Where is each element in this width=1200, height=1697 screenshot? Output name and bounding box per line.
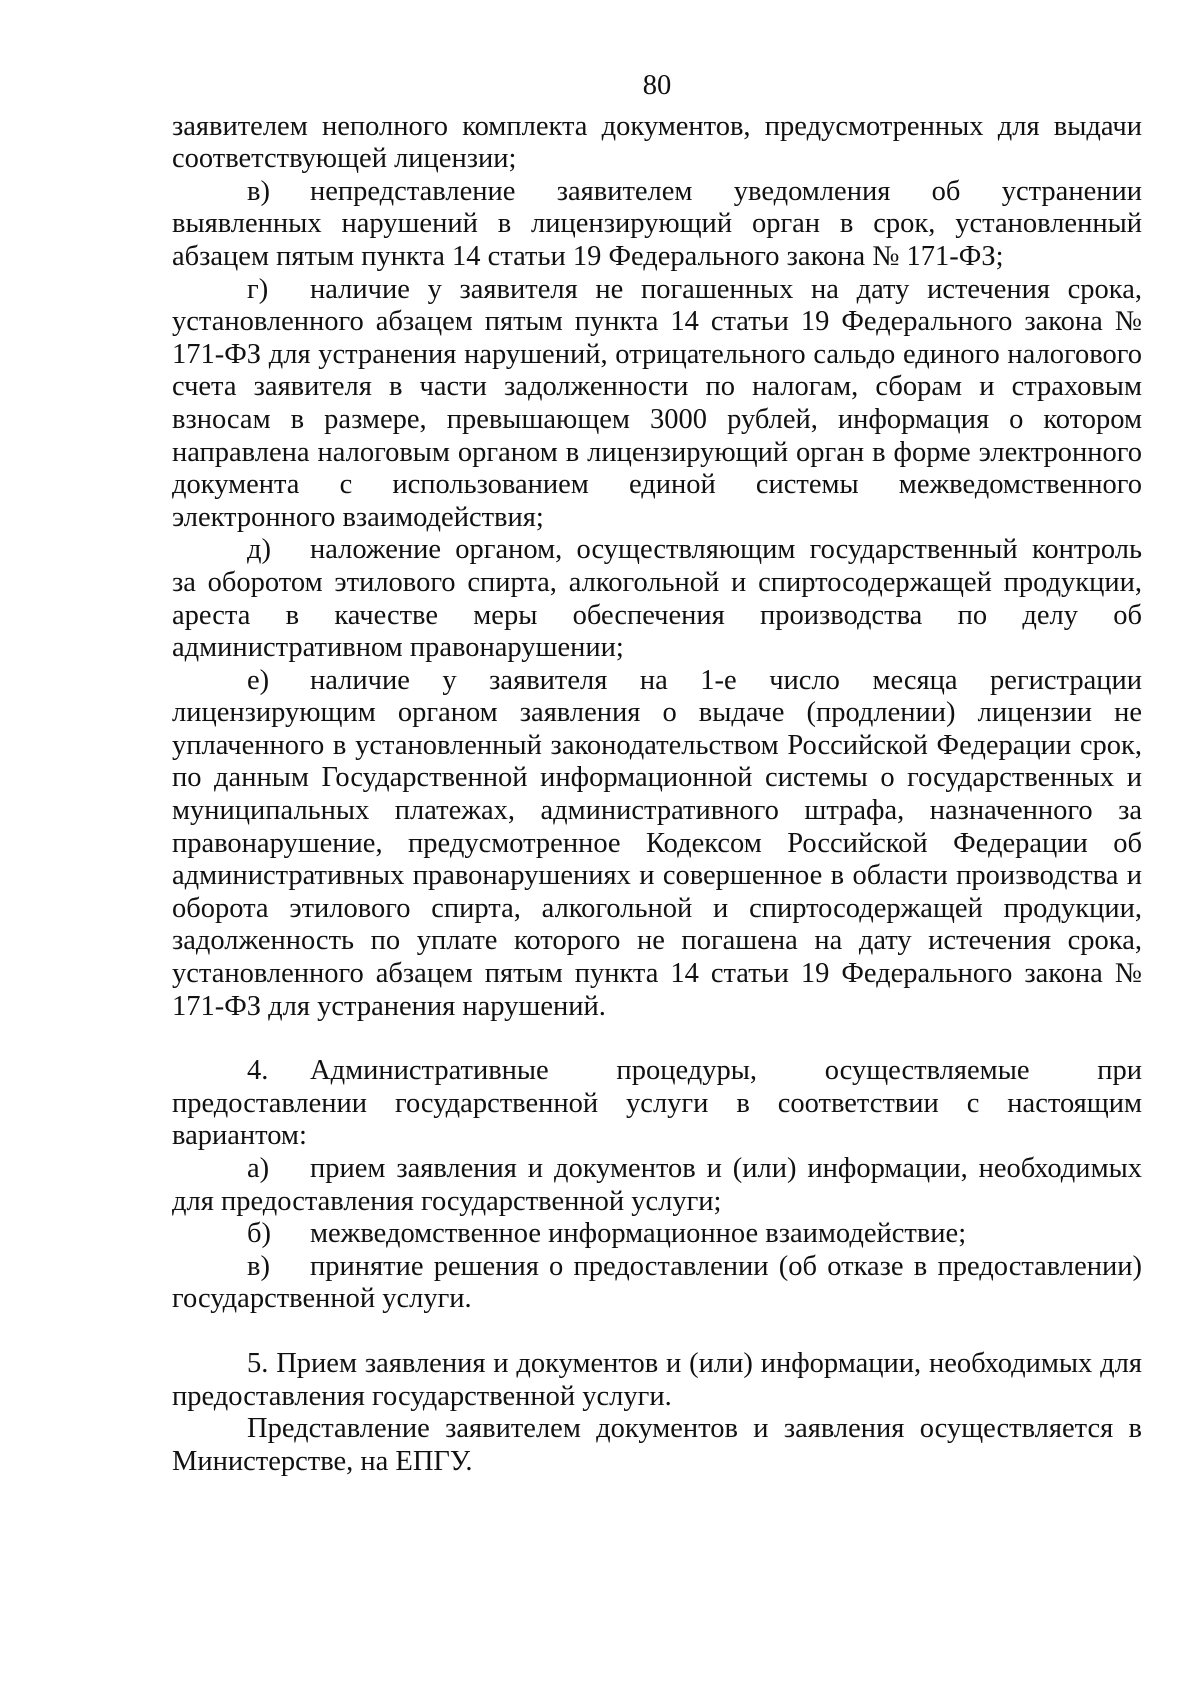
list-text: наложение органом, осуществляющим государственный контроль за оборотом этилового спирта, алкогольной и спиртосодержащей продукции, ареста в качестве меры обеспечения производства по делу об административном правонарушении; [172,534,1142,664]
list-item-b [172,1218,1142,1251]
list-label: в) [247,175,270,207]
spacer [172,1316,1142,1348]
page-number: 80 [642,70,672,101]
list-label: е) [247,664,270,696]
paragraph-last: Представление заявителем документов и заявления осуществляется в Министерстве, на ЕПГУ. [172,1413,1142,1477]
list-label: д) [247,534,271,566]
list-item-v [172,176,1142,274]
list-label: г) [247,273,269,305]
section-5: 5. Прием заявления и документов и (или) информации, необходимых для предоставления государственной услуги. [172,1347,1142,1412]
paragraph-continuation: заявителем неполного комплекта документов, предусмотренных для выдачи соответствующей лицензии; [172,110,1142,175]
list-item-v2 [172,1251,1142,1316]
section-number: 4. [247,1055,269,1087]
list-text: прием заявления и документов и (или) информации, необходимых для предоставления государственной услуги; [172,1153,1142,1217]
section-text: Административные процедуры, осуществляемые при предоставлении государственной услуги в соответствии с настоящим вариантом: [172,1055,1142,1152]
list-text: непредставление заявителем уведомления об устранении выявленных нарушений в лицензирующий орган в срок, установленный абзацем пятым пункта 14 статьи 19 Федерального закона № 171-ФЗ; [172,175,1142,272]
list-text: межведомственное информационное взаимодействие; [310,1218,967,1250]
list-label: б) [247,1218,271,1250]
list-text: принятие решения о предоставлении (об отказе в предоставлении) государственной услуги. [172,1250,1142,1315]
list-item-a [172,1153,1142,1218]
spacer [172,1023,1142,1055]
document-page [172,70,1142,1478]
list-label: а) [247,1153,270,1184]
list-label: в) [247,1250,270,1282]
list-text: наличие у заявителя на 1-е число месяца регистрации лицензирующим органом заявления о выдаче (продлении) лицензии не уплаченного в установленный законодательством Российской Федерации срок, по данным Государственной информационной системы о государственных и муниципальных платежах, административного штрафа, назначенного за правонарушение, предусмотренное Кодексом Российской Федерации об административных правонарушениях и совершенное в области производства и оборота этилового спирта, алкогольной и спиртосодержащей продукции, задолженность по уплате которого не погашена на дату истечения срока, установленного абзацем пятым пункта 14 статьи 19 Федерального закона № 171-ФЗ для устранения нарушений. [172,664,1142,1022]
section-4 [172,1055,1142,1153]
list-item-e [172,665,1142,1024]
list-item-d [172,534,1142,664]
list-item-g [172,274,1142,535]
list-text: наличие у заявителя не погашенных на дату истечения срока, установленного абзацем пятым пункта 14 статьи 19 Федерального закона № 171-ФЗ для устранения нарушений, отрицательного сальдо единого налогового счета заявителя в части задолженности по налогам, сборам и страховым взносам в размере, превышающем 3000 рублей, информация о котором направлена налоговым органом в лицензирующий орган в форме электронного документа с использованием единой системы межведомственного электронного взаимодействия; [172,273,1142,533]
